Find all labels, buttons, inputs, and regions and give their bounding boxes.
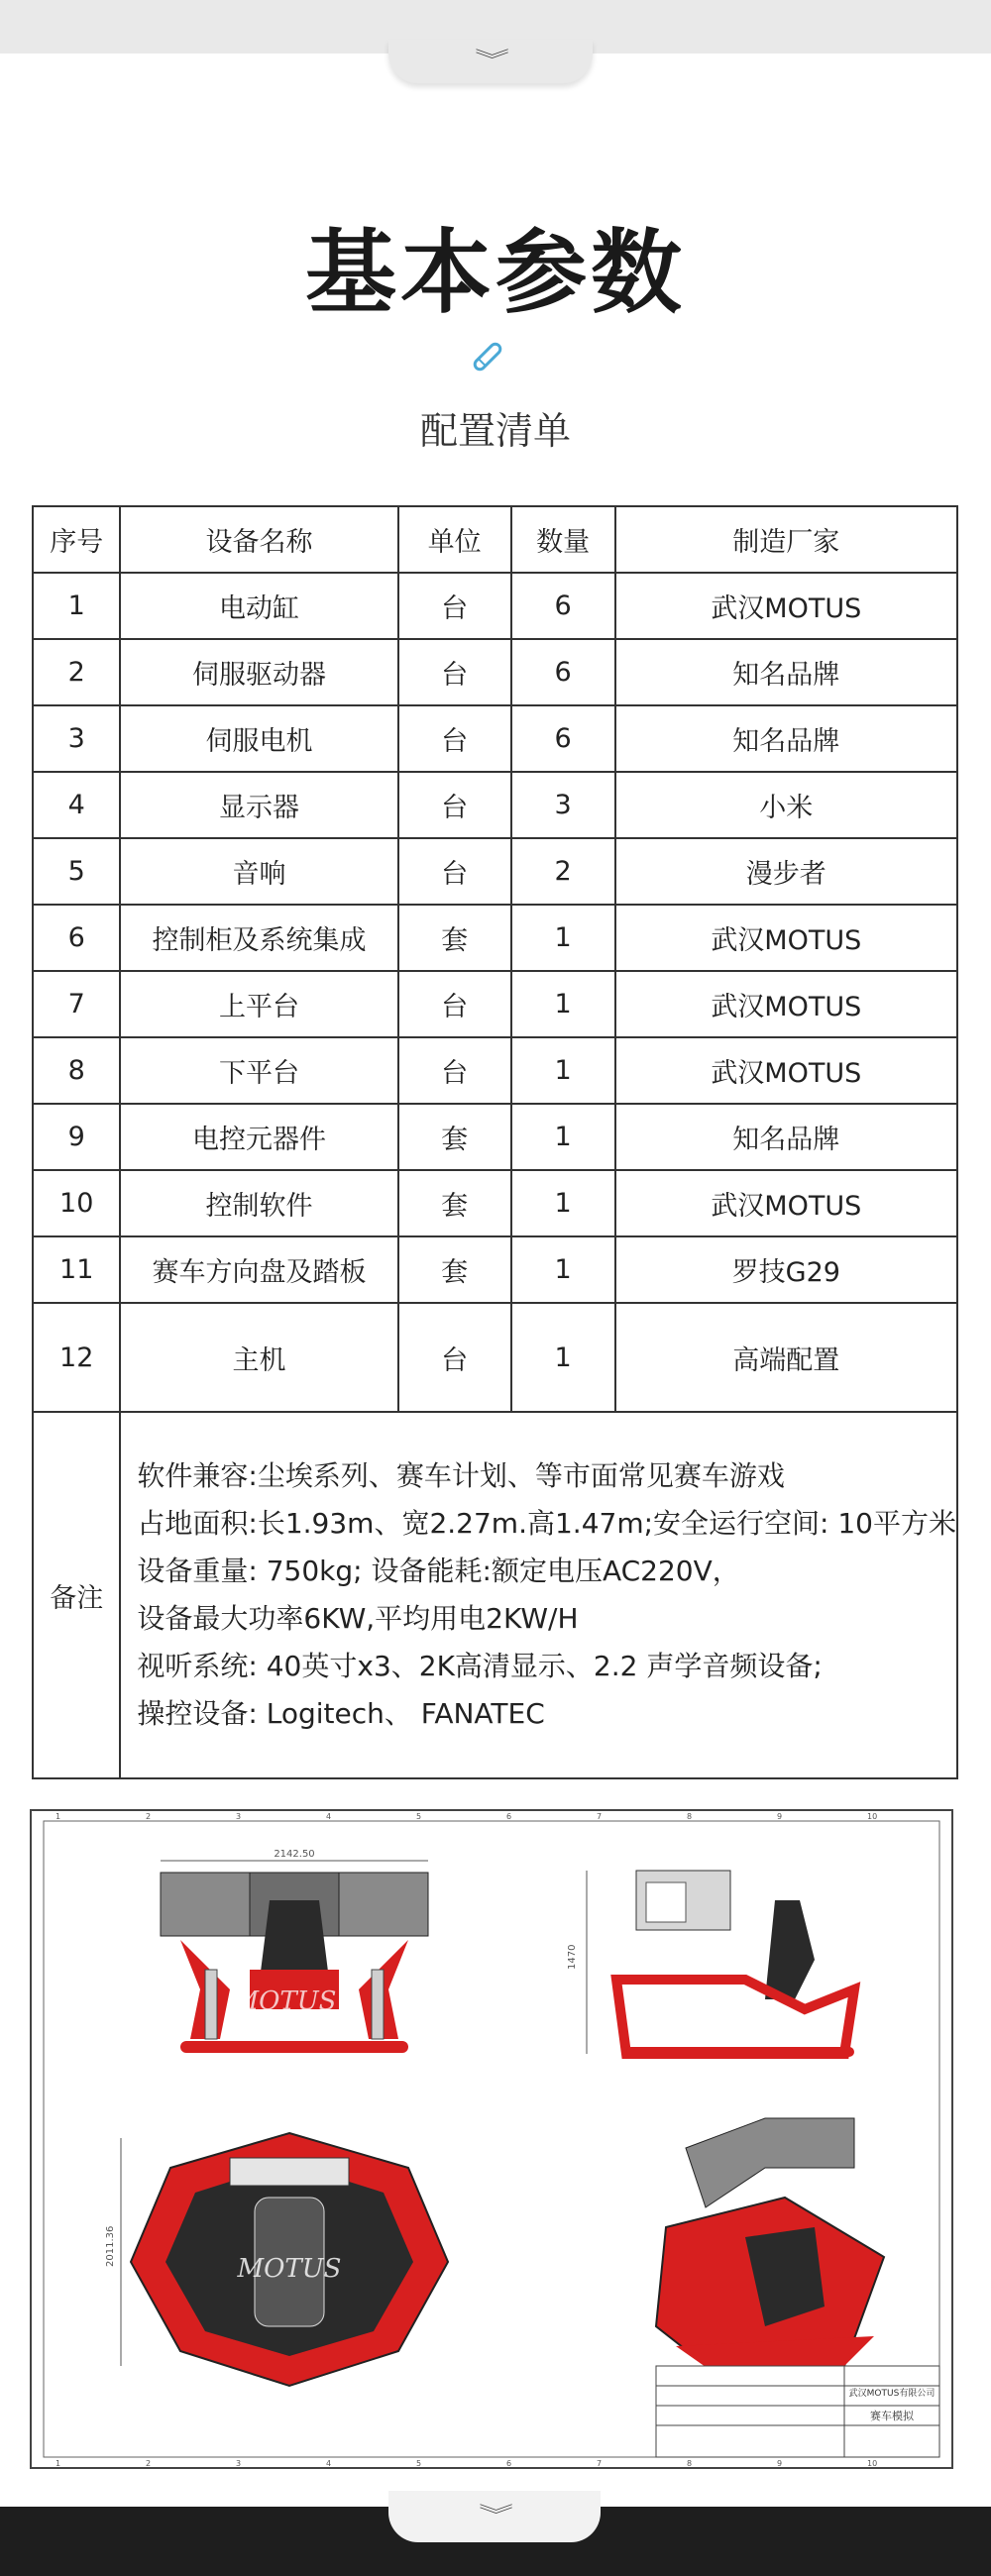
- front-view: [161, 1849, 428, 2053]
- title-block-name: 赛车模拟: [870, 2410, 914, 2422]
- table-cell: 台: [398, 838, 511, 905]
- table-cell: 6: [33, 905, 120, 971]
- table-cell: 控制软件: [120, 1170, 397, 1236]
- frame-number: 1: [55, 2459, 61, 2467]
- section-subtitle: 配置清单: [419, 409, 571, 453]
- table-cell: 台: [398, 1037, 511, 1104]
- table-cell: 2: [33, 639, 120, 705]
- table-cell: 罗技G29: [615, 1236, 957, 1303]
- table-cell: 高端配置: [615, 1303, 957, 1412]
- frame-number: 10: [867, 1812, 878, 1821]
- table-cell: 显示器: [120, 772, 397, 838]
- front-width-dim: 2142.50: [274, 1849, 315, 1860]
- column-header: 单位: [398, 506, 511, 573]
- frame-number: 9: [777, 1812, 783, 1821]
- table-cell: 1: [33, 573, 120, 639]
- table-cell: 2: [511, 838, 615, 905]
- table-cell: 武汉MOTUS: [615, 971, 957, 1037]
- notes-line: 操控设备: Logitech、 FANATEC: [137, 1697, 545, 1730]
- table-cell: 电控元器件: [120, 1104, 397, 1170]
- watermark: MOTUS: [232, 1986, 337, 2016]
- notes-line: 视听系统: 40英寸x3、2K高清显示、2.2 声学音频设备;: [137, 1650, 823, 1682]
- table-cell: 1: [511, 971, 615, 1037]
- table-cell: 主机: [120, 1303, 397, 1412]
- isometric-view: [656, 2118, 884, 2381]
- technical-drawing: [30, 1809, 953, 2469]
- table-row: [33, 1104, 957, 1170]
- frame-number: 3: [236, 1812, 242, 1821]
- top-width-dim: 2011.36: [105, 2225, 116, 2267]
- table-row: [33, 573, 957, 639]
- watermark: MOTUS: [237, 2254, 342, 2284]
- table-cell: 7: [33, 971, 120, 1037]
- table-cell: 台: [398, 971, 511, 1037]
- table-cell: 6: [511, 639, 615, 705]
- table-row: [33, 1303, 957, 1412]
- table-cell: 1: [511, 1236, 615, 1303]
- notes-line: 设备最大功率6KW,平均用电2KW/H: [137, 1602, 579, 1635]
- double-chevron-down-icon: ︾: [478, 2504, 511, 2528]
- table-cell: 伺服驱动器: [120, 639, 397, 705]
- frame-number: 3: [236, 2459, 242, 2467]
- table-cell: 1: [511, 905, 615, 971]
- table-cell: 6: [511, 705, 615, 772]
- table-cell: 控制柜及系统集成: [120, 905, 397, 971]
- side-view: [567, 1871, 854, 2057]
- page-title: 基本参数: [304, 220, 686, 326]
- frame-number: 9: [777, 2459, 783, 2467]
- table-cell: 台: [398, 573, 511, 639]
- table-cell: 9: [33, 1104, 120, 1170]
- config-table: [32, 505, 958, 1779]
- table-cell: 6: [511, 573, 615, 639]
- table-cell: 3: [33, 705, 120, 772]
- table-cell: 武汉MOTUS: [615, 1170, 957, 1236]
- notes-row: [33, 1412, 957, 1778]
- table-cell: 赛车方向盘及踏板: [120, 1236, 397, 1303]
- table-cell: 台: [398, 1303, 511, 1412]
- column-header: 制造厂家: [615, 506, 957, 573]
- frame-number: 7: [597, 1812, 603, 1821]
- table-cell: 知名品牌: [615, 639, 957, 705]
- table-cell: 套: [398, 1104, 511, 1170]
- table-cell: 知名品牌: [615, 705, 957, 772]
- collapse-tab-top[interactable]: [388, 40, 593, 83]
- table-cell: 12: [33, 1303, 120, 1412]
- table-row: [33, 905, 957, 971]
- table-cell: 1: [511, 1037, 615, 1104]
- table-row: [33, 639, 957, 705]
- frame-number: 7: [597, 2459, 603, 2467]
- side-height-dim: 1470: [567, 1944, 578, 1970]
- collapse-tab-bottom[interactable]: [388, 2491, 601, 2542]
- table-cell: 套: [398, 1236, 511, 1303]
- table-cell: 8: [33, 1037, 120, 1104]
- table-cell: 1: [511, 1170, 615, 1236]
- title-block-company: 武汉MOTUS有限公司: [848, 2389, 936, 2399]
- frame-number: 4: [326, 1812, 332, 1821]
- watermark: MOTUS: [678, 2001, 783, 2031]
- frame-number: 6: [506, 2459, 512, 2467]
- table-header-row: [33, 506, 957, 573]
- frame-number: 5: [416, 2459, 422, 2467]
- table-cell: 伺服电机: [120, 705, 397, 772]
- table-row: [33, 838, 957, 905]
- table-cell: 套: [398, 1170, 511, 1236]
- table-row: [33, 1037, 957, 1104]
- frame-number: 1: [55, 1812, 61, 1821]
- table-cell: 音响: [120, 838, 397, 905]
- table-row: [33, 705, 957, 772]
- table-cell: 武汉MOTUS: [615, 573, 957, 639]
- table-cell: 电动缸: [120, 573, 397, 639]
- column-header: 数量: [511, 506, 615, 573]
- table-cell: 上平台: [120, 971, 397, 1037]
- table-cell: 5: [33, 838, 120, 905]
- table-cell: 台: [398, 772, 511, 838]
- table-cell: 3: [511, 772, 615, 838]
- table-cell: 知名品牌: [615, 1104, 957, 1170]
- table-row: [33, 772, 957, 838]
- frame-number: 4: [326, 2459, 332, 2467]
- table-row: [33, 971, 957, 1037]
- frame-number: 8: [687, 2459, 693, 2467]
- notes-line: 设备重量: 750kg; 设备能耗:额定电压AC220V，: [137, 1555, 740, 1587]
- double-chevron-down-icon: ︾: [474, 49, 507, 73]
- table-cell: 1: [511, 1303, 615, 1412]
- frame-number: 8: [687, 1812, 693, 1821]
- table-cell: 台: [398, 705, 511, 772]
- table-cell: 漫步者: [615, 838, 957, 905]
- frame-number: 6: [506, 1812, 512, 1821]
- title-block: [656, 2366, 939, 2457]
- frame-number: 2: [146, 2459, 152, 2467]
- table-cell: 武汉MOTUS: [615, 1037, 957, 1104]
- table-cell: 10: [33, 1170, 120, 1236]
- table-cell: 武汉MOTUS: [615, 905, 957, 971]
- notes-line: 软件兼容:尘埃系列、赛车计划、等市面常见赛车游戏: [137, 1459, 785, 1492]
- table-cell: 11: [33, 1236, 120, 1303]
- frame-number: 2: [146, 1812, 152, 1821]
- table-cell: 台: [398, 639, 511, 705]
- table-cell: 小米: [615, 772, 957, 838]
- notes-content: [120, 1412, 957, 1778]
- table-row: [33, 1170, 957, 1236]
- table-cell: 4: [33, 772, 120, 838]
- frame-number: 10: [867, 2459, 878, 2467]
- pen-icon: [466, 335, 509, 378]
- table-cell: 1: [511, 1104, 615, 1170]
- column-header: 序号: [33, 506, 120, 573]
- table-cell: 下平台: [120, 1037, 397, 1104]
- top-view: [105, 2133, 448, 2386]
- table-row: [33, 1236, 957, 1303]
- table-cell: 套: [398, 905, 511, 971]
- notes-line: 占地面积:长1.93m、宽2.27m.高1.47m;安全运行空间: 10平方米: [137, 1507, 956, 1540]
- column-header: 设备名称: [120, 506, 397, 573]
- frame-number: 5: [416, 1812, 422, 1821]
- notes-label: 备注: [33, 1412, 120, 1778]
